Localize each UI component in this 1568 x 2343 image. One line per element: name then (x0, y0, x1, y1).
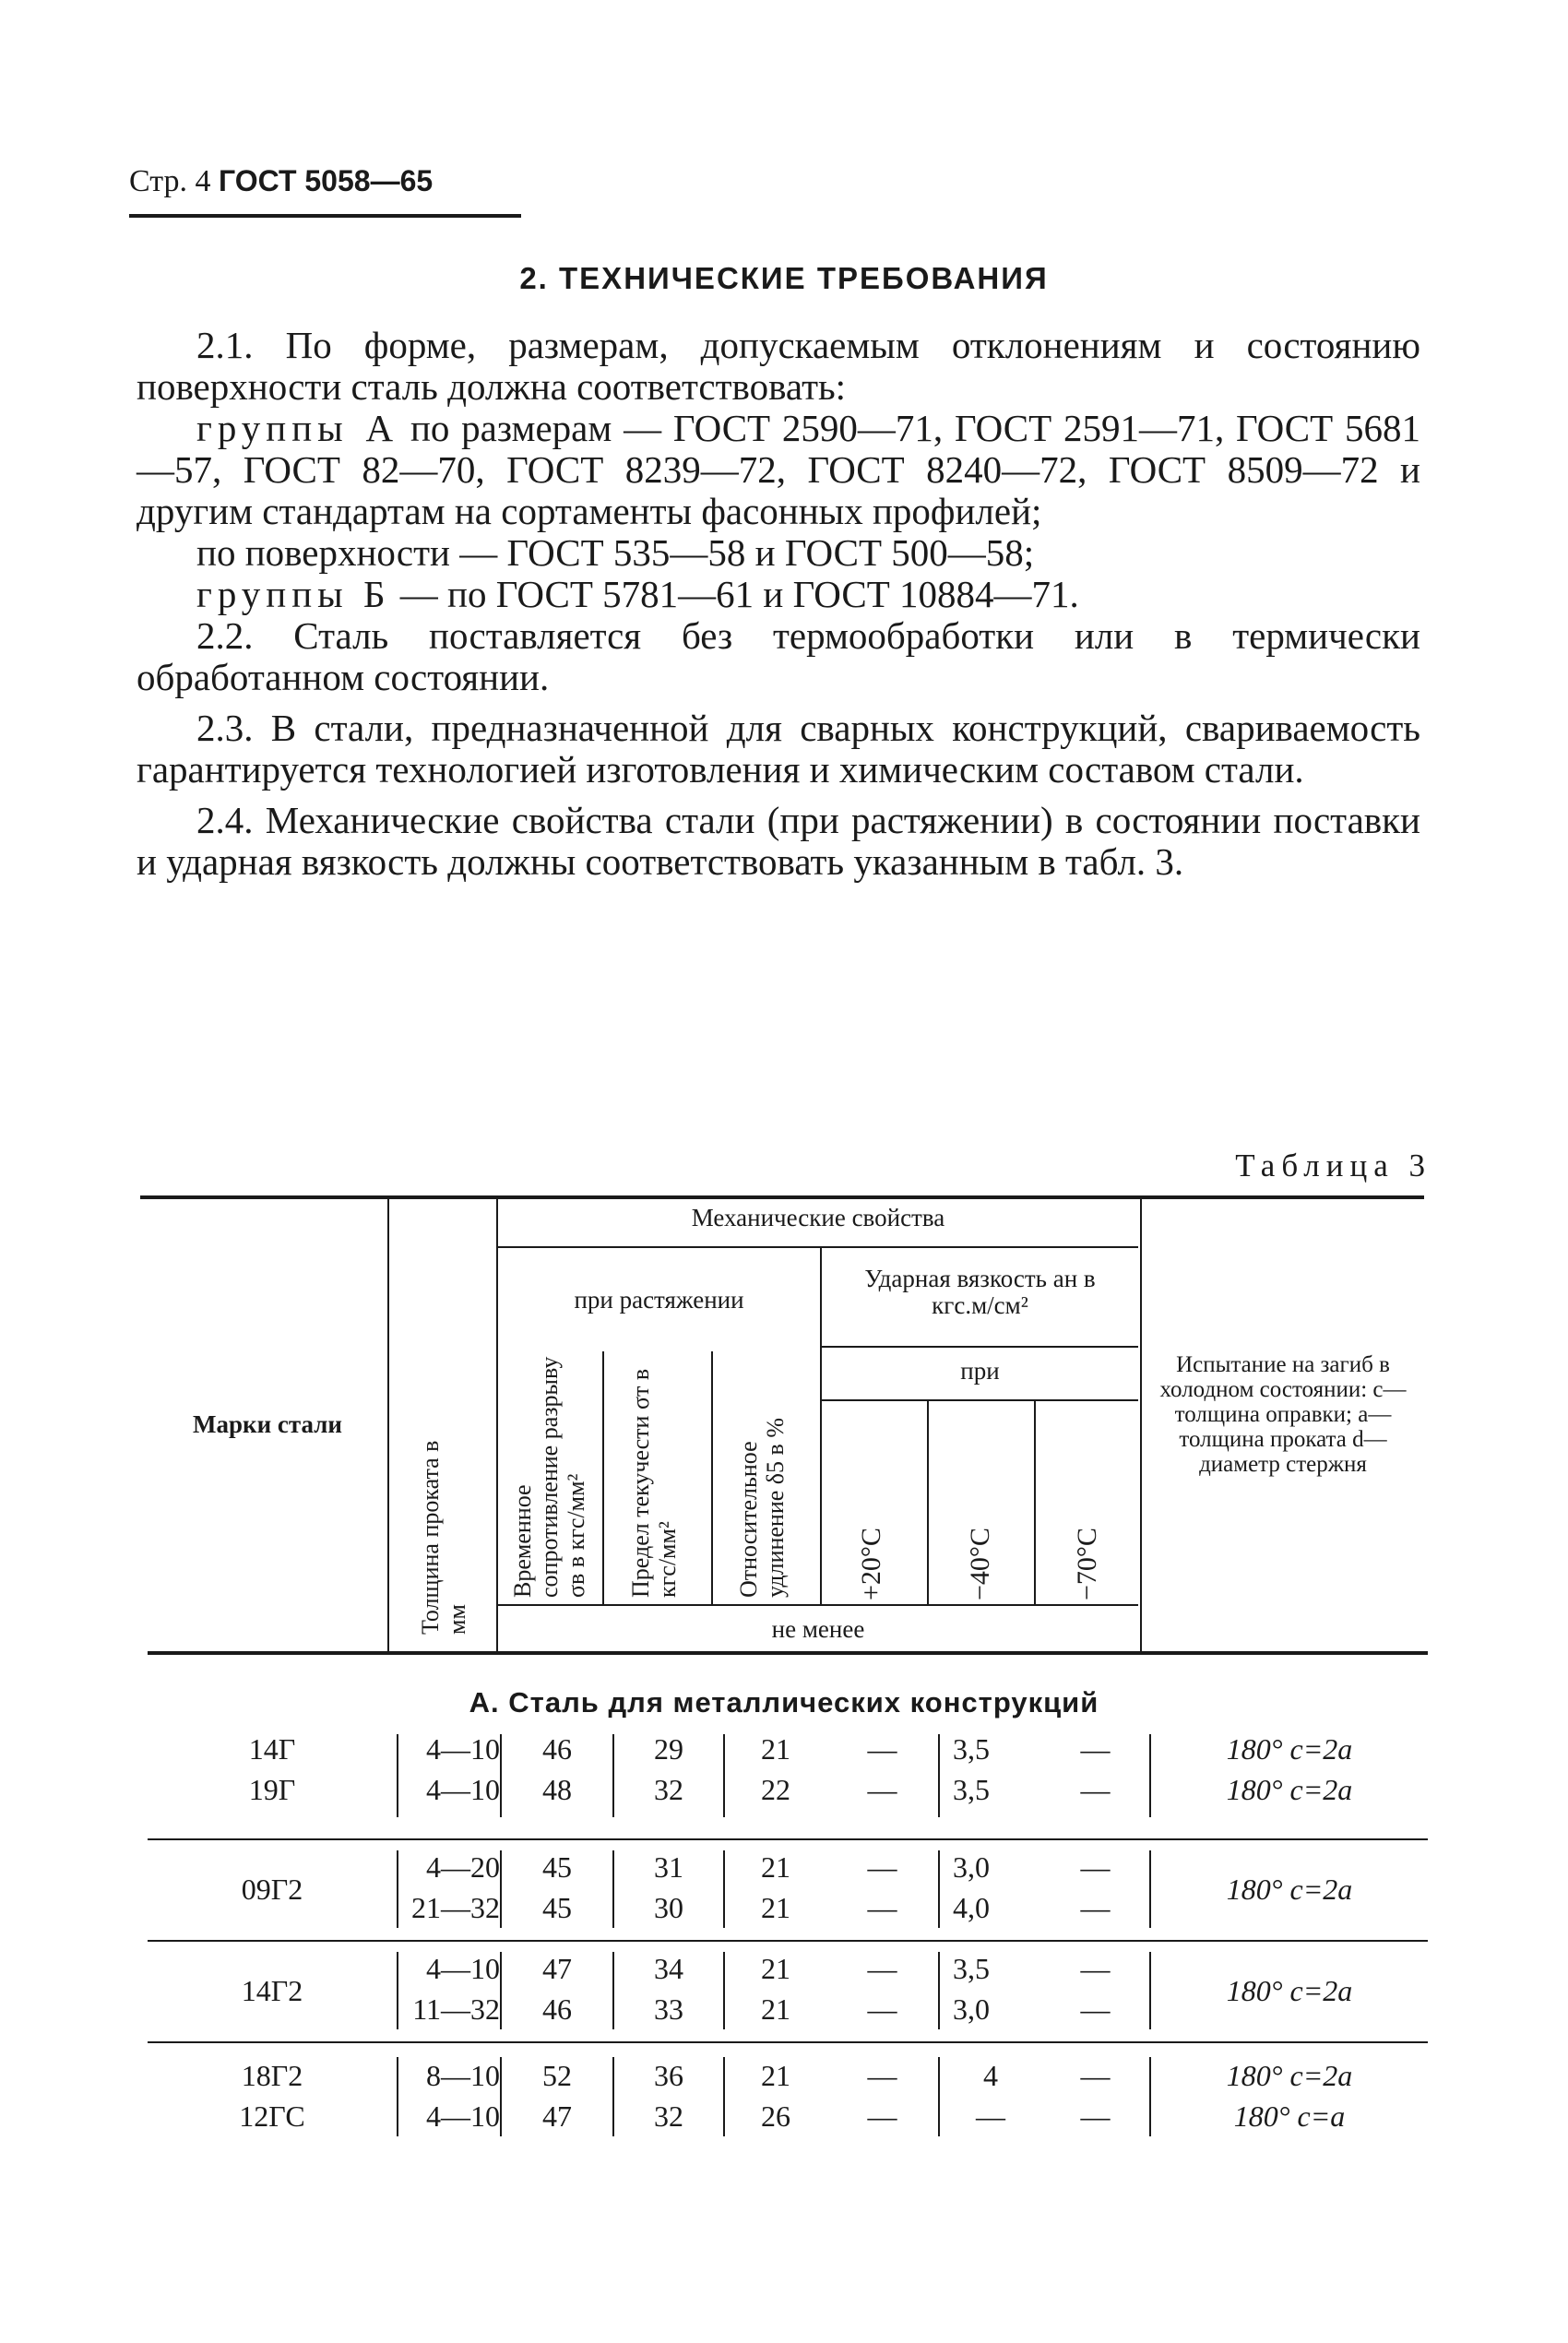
cell-delta: 21 (761, 1992, 790, 2026)
cell-t40: — (976, 2099, 1005, 2133)
cell-sigma-b: 46 (542, 1732, 572, 1766)
header-sigma-t: Предел текучести σт в кгс/мм² (627, 1368, 681, 1598)
cell-t20: — (867, 1850, 897, 1884)
header-sigma-b: Временное сопротивление разрыву σв в кгс/мм² (509, 1356, 589, 1598)
header-tension: при растяжении (574, 1286, 744, 1314)
cell-t20: — (867, 1732, 897, 1766)
cell-t40: 4,0 (953, 1891, 990, 1924)
header-t70: −70°C (1072, 1528, 1102, 1600)
cell-t40: 3,0 (953, 1850, 990, 1884)
paragraph-2-1-group-a (137, 408, 1420, 532)
cell-thickness: 4—10 (426, 1773, 500, 1806)
cell-grade: 09Г2 (241, 1873, 303, 1906)
rule-under-mech (498, 1246, 1138, 1248)
header-grade: Марки стали (193, 1410, 342, 1438)
header-impact: Ударная вязкость aн в кгс.м/см² (864, 1265, 1096, 1319)
cell-grade: 19Г (248, 1773, 296, 1806)
cell-t40: 3,0 (953, 1992, 990, 2026)
header-t40: −40°C (965, 1528, 995, 1600)
cell-thickness: 4—10 (426, 1952, 500, 1985)
rule-above-min (498, 1604, 1138, 1606)
rule-under-pri (821, 1399, 1138, 1401)
paragraph-2-1-surface: по поверхности — ГОСТ 535—58 и ГОСТ 500—58; (196, 531, 1035, 574)
cell-sigma-t: 32 (654, 1773, 683, 1806)
cell-thickness: 8—10 (426, 2059, 500, 2092)
header-min: не менее (771, 1615, 865, 1643)
cell-t20: — (867, 2099, 897, 2133)
cell-t70: — (1080, 1891, 1111, 1924)
cell-t20: — (867, 1992, 897, 2026)
group-rule-2 (148, 1940, 1428, 1942)
vrule-bend (1140, 1199, 1142, 1651)
cell-grade: 18Г2 (241, 2059, 303, 2092)
cell-sigma-t: 36 (654, 2059, 683, 2092)
header-mech: Механические свойства (691, 1204, 945, 1231)
cell-t70: — (1080, 1732, 1111, 1766)
cell-bend: 180° c=2a (1226, 1773, 1353, 1806)
cell-t70: — (1080, 1773, 1111, 1806)
cell-t20: — (867, 2059, 897, 2092)
cell-delta: 26 (761, 2099, 790, 2133)
cell-sigma-t: 31 (654, 1850, 683, 1884)
cell-thickness: 21—32 (411, 1891, 500, 1924)
header-bend: Испытание на загиб в холодном состоянии: c—толщина оправки; a—толщина проката d—диаметр стержня (1159, 1352, 1407, 1477)
cell-t40: 3,5 (953, 1773, 990, 1806)
cell-t40: 3,5 (953, 1952, 990, 1985)
cell-grade: 12ГС (239, 2099, 305, 2133)
vrule-t20 (927, 1401, 929, 1604)
cell-delta: 21 (761, 1952, 790, 1985)
section-title: 2. ТЕХНИЧЕСКИЕ ТРЕБОВАНИЯ (519, 261, 1049, 295)
cell-sigma-t: 33 (654, 1992, 683, 2026)
cell-delta: 21 (761, 1732, 790, 1766)
cell-thickness: 4—20 (426, 1850, 500, 1884)
paragraph-2-3: 2.3. В стали, предназначенной для сварных конструкций, свариваемость гарантируется технологией изготовления и химическим составом стали. (137, 707, 1420, 791)
group-a-label: группы А (196, 407, 399, 449)
cell-t70: — (1080, 1992, 1111, 2026)
cell-t40: 3,5 (953, 1732, 990, 1766)
cell-grade: 14Г (248, 1732, 296, 1766)
cell-bend: 180° c=2a (1226, 1873, 1353, 1906)
paragraph-2-1-group-b (137, 574, 1420, 615)
rule-under-impact (821, 1346, 1138, 1348)
cell-sigma-t: 29 (654, 1732, 683, 1766)
cell-t20: — (867, 1952, 897, 1985)
group-b-text: — по ГОСТ 5781—61 и ГОСТ 10884—71. (399, 573, 1079, 615)
vrule-st (711, 1351, 713, 1604)
header-delta: Относительное удлинение δ5 в % (735, 1418, 789, 1598)
group-rule-3 (148, 2041, 1428, 2043)
cell-sigma-b: 46 (542, 1992, 572, 2026)
header-thickness: Толщина проката в мм (417, 1440, 470, 1635)
group-rule-1 (148, 1838, 1428, 1840)
vrule-grade (387, 1199, 389, 1651)
group-b-label: группы Б (196, 573, 391, 615)
cell-t40: 4 (983, 2059, 998, 2092)
table-header-bottom-rule (148, 1651, 1428, 1655)
cell-t70: — (1080, 1850, 1111, 1884)
vrule-thickness (496, 1199, 498, 1651)
page-number: Стр. 4 (129, 164, 211, 198)
cell-sigma-b: 47 (542, 2099, 572, 2133)
cell-thickness: 11—32 (412, 1992, 500, 2026)
cell-bend: 180° c=2a (1226, 1732, 1353, 1766)
cell-sigma-b: 45 (542, 1850, 572, 1884)
cell-sigma-t: 34 (654, 1952, 683, 1985)
cell-delta: 21 (761, 1891, 790, 1924)
group-a-text: по размерам — ГОСТ 2590—71, ГОСТ 2591—71, ГОСТ 5681—57, ГОСТ 82—70, ГОСТ 8239—72, ГОСТ 8240—72, ГОСТ 8509—72 и другим стандартам на сортаменты фасонных профилей; (137, 407, 1420, 532)
vrule-sb (602, 1351, 604, 1604)
cell-sigma-b: 48 (542, 1773, 572, 1806)
vrule-t40 (1034, 1401, 1036, 1604)
paragraph-2-1: 2.1. По форме, размерам, допускаемым отклонениям и состоянию поверхности сталь должна соответствовать: (137, 324, 1420, 408)
body-text (137, 325, 1420, 883)
cell-thickness: 4—10 (426, 1732, 500, 1766)
cell-t70: — (1080, 2099, 1111, 2133)
page-header (129, 164, 433, 199)
cell-t70: — (1080, 1952, 1111, 1985)
paragraph-2-2: 2.2. Сталь поставляется без термообработки или в термически обработанном состоянии. (137, 614, 1420, 698)
cell-delta: 21 (761, 1850, 790, 1884)
cell-t20: — (867, 1773, 897, 1806)
cell-t70: — (1080, 2059, 1111, 2092)
cell-bend: 180° c=2a (1226, 1974, 1353, 2007)
header-rule (129, 214, 521, 218)
cell-sigma-t: 30 (654, 1891, 683, 1924)
cell-delta: 21 (761, 2059, 790, 2092)
table-top-rule (140, 1195, 1424, 1199)
cell-bend: 180° c=2a (1226, 2059, 1353, 2092)
paragraph-2-4: 2.4. Механические свойства стали (при растяжении) в состоянии поставки и ударная вязкость должны соответствовать указанным в табл. 3. (137, 799, 1420, 883)
cell-sigma-t: 32 (654, 2099, 683, 2133)
cell-sigma-b: 47 (542, 1952, 572, 1985)
cell-grade: 14Г2 (241, 1974, 303, 2007)
cell-bend: 180° c=a (1233, 2099, 1346, 2133)
header-t20: +20°C (856, 1528, 886, 1600)
cell-t20: — (867, 1891, 897, 1924)
subsection-title: А. Сталь для металлических конструкций (469, 1686, 1099, 1719)
cell-delta: 22 (761, 1773, 790, 1806)
cell-sigma-b: 45 (542, 1891, 572, 1924)
standard-id: ГОСТ 5058—65 (219, 164, 434, 197)
table-caption: Таблица 3 (1235, 1148, 1431, 1183)
cell-sigma-b: 52 (542, 2059, 572, 2092)
header-pri: при (960, 1357, 1000, 1385)
cell-thickness: 4—10 (426, 2099, 500, 2133)
